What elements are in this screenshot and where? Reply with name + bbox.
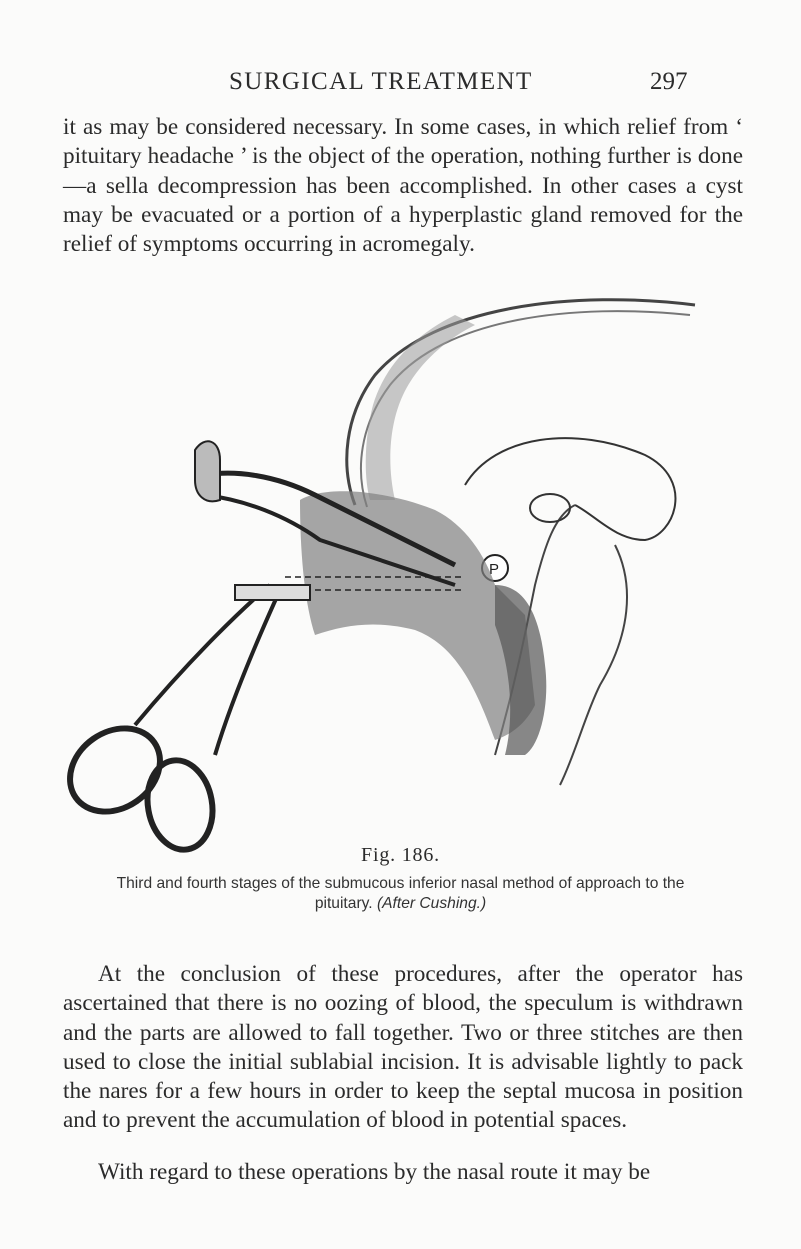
page-number: 297 (650, 68, 688, 95)
figure-citation: (After Cushing.) (376, 895, 487, 912)
paragraph-3: With regard to these operations by the nasal route it may be (98, 1159, 651, 1185)
surgical-illustration (55, 285, 735, 865)
running-head (0, 68, 801, 102)
illustration-svg (55, 285, 735, 865)
figure-label: Fig. 186. (361, 844, 440, 866)
pituitary-label: P (489, 561, 500, 578)
figure-caption (90, 874, 711, 914)
posterior-curve (560, 545, 627, 785)
brain-outline (465, 438, 675, 540)
paragraph-1: it as may be considered necessary. In some cases, in which relief from ‘ pituitary headache ’ is the object of the operation, nothing further is done—a sella decompression has been accomplished. In other cases a cyst may be evacuated or a portion of a hyperplastic gland removed for the relief of symptoms occurring in acromegaly. (63, 114, 743, 258)
skull-inner-outline (361, 311, 690, 507)
forceps-ring-right (141, 755, 220, 855)
speculum-screw (195, 441, 220, 501)
figure-caption-text: Third and fourth stages of the submucous inferior nasal method of approach to the pituitary. (116, 875, 685, 912)
forceps-hinge (235, 585, 310, 600)
frontal-bone-shading (366, 315, 475, 500)
running-title: SURGICAL TREATMENT (229, 68, 533, 95)
forceps-arm-right (215, 590, 280, 755)
sella-cavity (530, 494, 570, 522)
paragraph-2: At the conclusion of these procedures, after the operator has ascertained that there is no oozing of blood, the speculum is withdrawn and the parts are allowed to fall together. Two or three stitches are then used to close the initial sublabial incision. It is advisable lightly to pack the nares for a few hours in order to keep the septal mucosa in position and to prevent the accumulation of blood in potential spaces. (63, 961, 743, 1134)
